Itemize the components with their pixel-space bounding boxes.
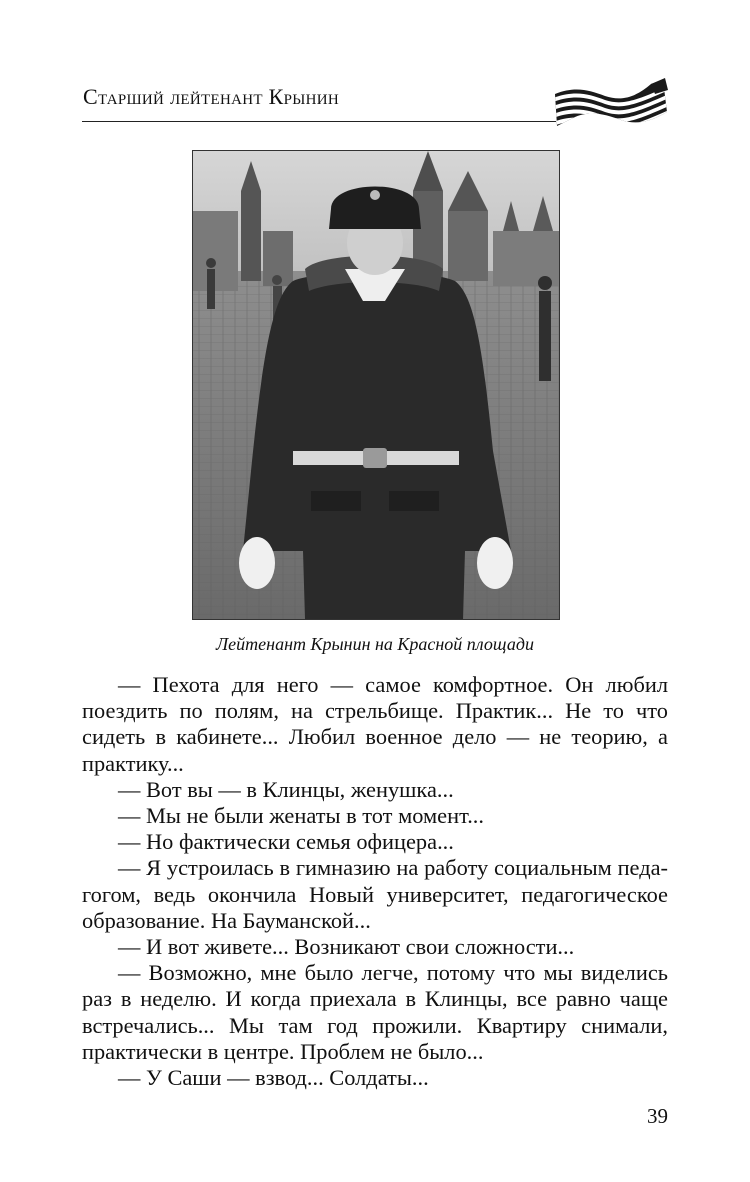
paragraph: — Но фактически семья офицера... bbox=[118, 829, 454, 855]
paragraph: — Вот вы — в Клинцы, женушка... bbox=[118, 776, 454, 802]
paragraph: — Возможно, мне было легче, потому что мы виделись раз в неделю. И когда приехала в Клинцы, все равно чаще встречались... Мы там год прожили. Квартиру снимали, практически в центре. Проблем не было... bbox=[82, 960, 668, 1064]
paragraph: — Мы не были женаты в тот момент... bbox=[118, 803, 484, 829]
header-rule bbox=[82, 121, 556, 122]
page-number: 39 bbox=[647, 1104, 668, 1128]
paragraph: — Я устроилась в гимназию на работу социальным педагогом, ведь окончила Новый университет, педагогическое образование. На Бауманской... bbox=[82, 855, 668, 933]
photo-caption: Лейтенант Крынин на Красной площади bbox=[215, 634, 535, 654]
running-head: Старший лейтенант Крынин bbox=[83, 84, 340, 109]
paragraph: — Пехота для него — самое комфортное. Он любил поездить по полям, на стрельбище. Практик... Не то что сидеть в кабинете... Любил военное дело — не теорию, а практику... bbox=[82, 672, 668, 776]
paragraph: — У Саши — взвод... Солдаты... bbox=[118, 1065, 429, 1091]
paragraph: — И вот живете... Возникают свои сложности... bbox=[118, 934, 575, 960]
photo bbox=[192, 150, 560, 620]
st-george-ribbon-icon bbox=[553, 76, 669, 130]
photo-image bbox=[193, 151, 559, 619]
body-text bbox=[82, 672, 668, 1091]
